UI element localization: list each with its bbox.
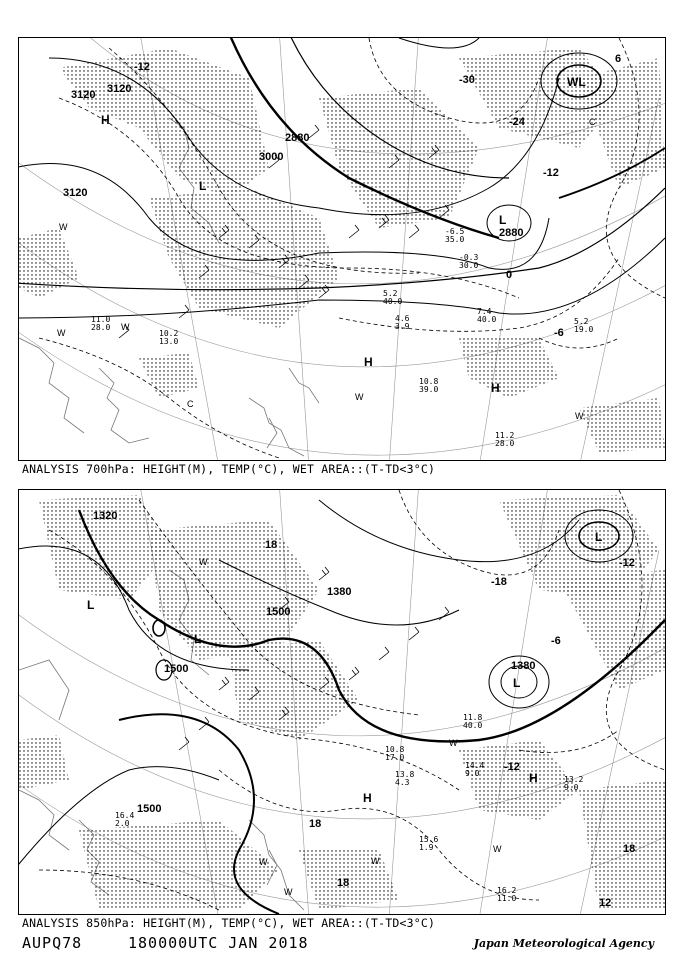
- temp-label: -12: [543, 167, 559, 179]
- station-plot: 13.2 9.0: [564, 775, 584, 792]
- height-label: 3120: [107, 83, 132, 95]
- warm-marker: W: [259, 857, 268, 867]
- map-700hpa: [19, 38, 665, 460]
- chart-700hpa: [18, 37, 666, 461]
- temp-label: -6: [551, 635, 561, 647]
- chart-caption-700hpa: ANALYSIS 700hPa: HEIGHT(M), TEMP(°C), WET AREA::(T-TD<3°C): [22, 462, 436, 476]
- warm-marker: W: [355, 392, 364, 402]
- agency-credit: Japan Meteorological Agency: [473, 937, 654, 950]
- station-plot: 10.8 17.0: [385, 745, 405, 762]
- high-pressure-center: H: [364, 355, 373, 369]
- temp-label: -12: [619, 557, 635, 569]
- low-pressure-center: L: [499, 213, 507, 227]
- high-pressure-center: H: [491, 381, 500, 395]
- station-plot: 10.2 13.0: [159, 329, 179, 346]
- station-plot: 7.4 40.0: [477, 307, 497, 324]
- temp-label: 18: [623, 843, 636, 855]
- station-plot: 11.2 28.0: [495, 431, 515, 448]
- station-plot: 4.6 3.9: [395, 314, 410, 331]
- height-label: 1500: [266, 606, 291, 618]
- temp-label: 0: [506, 269, 513, 281]
- cold-marker: C: [187, 399, 194, 409]
- warm-marker: W: [575, 411, 584, 421]
- height-label: 3120: [71, 89, 96, 101]
- station-plot: 14.4 9.0: [465, 761, 485, 778]
- height-label: 3000: [259, 151, 284, 163]
- warm-marker: W: [493, 844, 502, 854]
- temp-label: -6: [554, 327, 564, 339]
- station-plot: 15.6 1.9: [419, 835, 439, 852]
- station-plot: 13.8 4.3: [395, 770, 415, 787]
- warm-marker: W: [284, 887, 293, 897]
- temp-label: -12: [134, 61, 150, 73]
- low-pressure-center: L: [595, 530, 603, 544]
- height-label: 1500: [137, 803, 162, 815]
- warm-marker: W: [57, 328, 66, 338]
- station-plots: [91, 227, 593, 448]
- temp-label: 18: [265, 539, 278, 551]
- low-pressure-center: L: [87, 598, 95, 612]
- valid-time: 180000UTC JAN 2018: [128, 934, 309, 952]
- station-plot: 5.2 40.0: [383, 289, 403, 306]
- station-plot: 11.0 28.0: [91, 315, 111, 332]
- height-label: 1380: [511, 660, 536, 672]
- chart-caption-850hpa: ANALYSIS 850hPa: HEIGHT(M), TEMP(°C), WET AREA::(T-TD<3°C): [22, 916, 436, 930]
- high-pressure-center: H: [529, 771, 538, 785]
- low-pressure-center: L: [199, 179, 207, 193]
- station-plot: 16.2 11.0: [497, 886, 517, 903]
- height-label: 2880: [499, 227, 524, 239]
- warm-marker: W: [371, 856, 380, 866]
- temp-label: 18: [337, 877, 350, 889]
- station-plot: 5.2 19.0: [574, 317, 594, 334]
- height-label: 1320: [93, 510, 118, 522]
- height-label: 1500: [164, 663, 189, 675]
- station-plot: 11.8 40.0: [463, 713, 483, 730]
- high-pressure-center: H: [101, 113, 110, 127]
- warm-marker: W: [199, 557, 208, 567]
- temp-label: 6: [615, 53, 622, 65]
- low-pressure-center: L: [513, 676, 521, 690]
- temp-label: 18: [309, 818, 322, 830]
- warm-marker: W: [449, 738, 458, 748]
- station-plot: -0.3 30.0: [459, 253, 479, 270]
- station-plot: -6.5 35.0: [445, 227, 465, 244]
- temp-label: -18: [491, 576, 507, 588]
- station-plot: 16.4 2.0: [115, 811, 135, 828]
- low-pressure-center: L: [194, 632, 202, 646]
- temp-label: -24: [509, 116, 525, 128]
- warm-marker: W: [59, 222, 68, 232]
- high-pressure-center: H: [363, 791, 372, 805]
- map-850hpa: [19, 490, 665, 914]
- temp-label: -12: [504, 761, 520, 773]
- warm-low-center: WL: [567, 75, 586, 89]
- temp-label: -30: [459, 74, 475, 86]
- station-plot: 10.8 39.0: [419, 377, 439, 394]
- height-label: 2880: [285, 132, 310, 144]
- cold-marker: C: [589, 117, 596, 127]
- chart-850hpa: [18, 489, 666, 915]
- temp-label: 12: [599, 897, 612, 909]
- bulletin-code: AUPQ78: [22, 934, 83, 952]
- height-label: 3120: [63, 187, 88, 199]
- warm-marker: W: [121, 322, 130, 332]
- height-label: 1380: [327, 586, 352, 598]
